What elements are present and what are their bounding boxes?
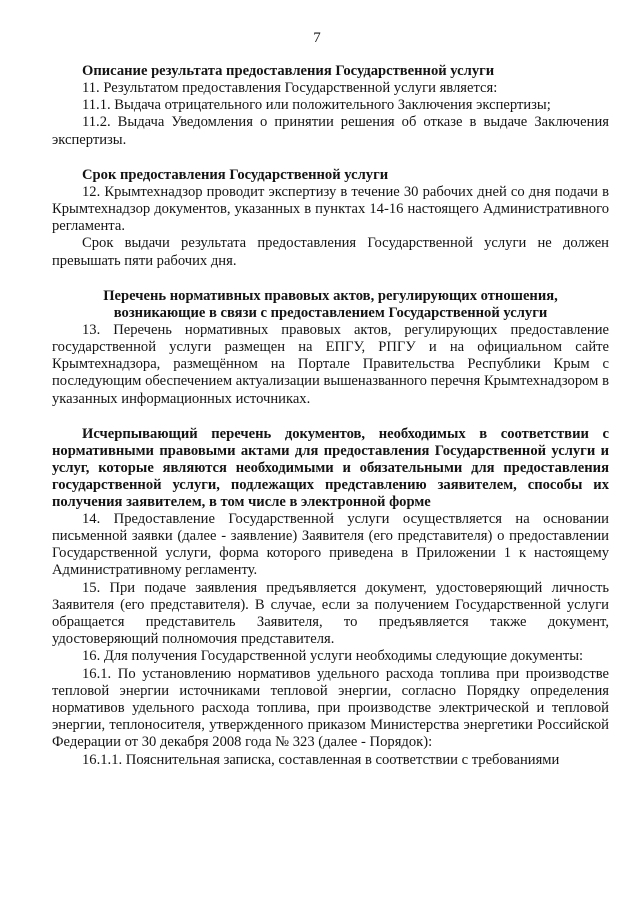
section-heading-acts-line2: возникающие в связи с предоставлением Государственной услуги (113, 304, 548, 321)
paragraph: Срок выдачи результата предоставления Государственной услуги не должен превышать пяти рабочих дня. (52, 235, 609, 269)
page-number: 7 (313, 30, 321, 46)
paragraph: 16. Для получения Государственной услуги необходимы следующие документы: (82, 648, 584, 665)
page-body (52, 63, 609, 769)
paragraph: 13. Перечень нормативных правовых актов, регулирующих предоставление государственной услуги размещен на ЕПГУ, РПГУ и на официальном сайте Крымтехнадзора, размещённом на Портале Правительства Республики Крым с последующим обеспечением актуализации вышеназванного перечня Крымтехнадзором в указанных информационных источниках. (52, 321, 609, 407)
paragraph: 11.1. Выдача отрицательного или положительного Заключения экспертизы; (82, 97, 551, 114)
paragraph: 11. Результатом предоставления Государственной услуги является: (82, 80, 498, 96)
paragraph: 16.1.1. Пояснительная записка, составленная в соответствии с требованиями (82, 751, 560, 768)
paragraph: 12. Крымтехнадзор проводит экспертизу в течение 30 рабочих дней со дня подачи в Крымтехнадзор документов, указанных в пунктах 14-16 настоящего Административного регламента. (52, 183, 609, 235)
paragraph: 15. При подаче заявления предъявляется документ, удостоверяющий личность Заявителя (его представителя). В случае, если за получением Государственной услуги обращается представитель Заявителя, то предъявляется также документ, удостоверяющий полномочия представителя. (52, 579, 609, 648)
section-heading-acts-line1: Перечень нормативных правовых актов, регулирующих отношения, (103, 287, 558, 304)
paragraph: 14. Предоставление Государственной услуги осуществляется на основании письменной заявки (далее - заявление) Заявителя (его представителя) о предоставлении Государственной услуги, форма которого приведена в Приложении 1 к настоящему Административному регламенту. (52, 510, 609, 579)
section-heading-documents: Исчерпывающий перечень документов, необходимых в соответствии с нормативными правовыми актами для предоставления Государственной услуги и услуг, которые являются необходимыми и обязательными для предоставления государственной услуги, подлежащих представлению заявителем, способы их получения заявителем, в том числе в электронной форме (52, 425, 609, 510)
section-heading-result: Описание результата предоставления Государственной услуги (82, 63, 495, 79)
paragraph: 16.1. По установлению нормативов удельного расхода топлива при производстве тепловой энергии источниками тепловой энергии, согласно Порядку определения нормативов удельного расхода топлива, при производстве электрической и тепловой энергии, теплоносителя, утвержденного приказом Министерства энергетики Российской Федерации от 30 декабря 2008 года № 323 (далее - Порядок): (52, 665, 609, 751)
paragraph: 11.2. Выдача Уведомления о принятии решения об отказе в выдаче Заключения экспертизы. (52, 114, 609, 148)
section-heading-term: Срок предоставления Государственной услуги (82, 166, 389, 183)
